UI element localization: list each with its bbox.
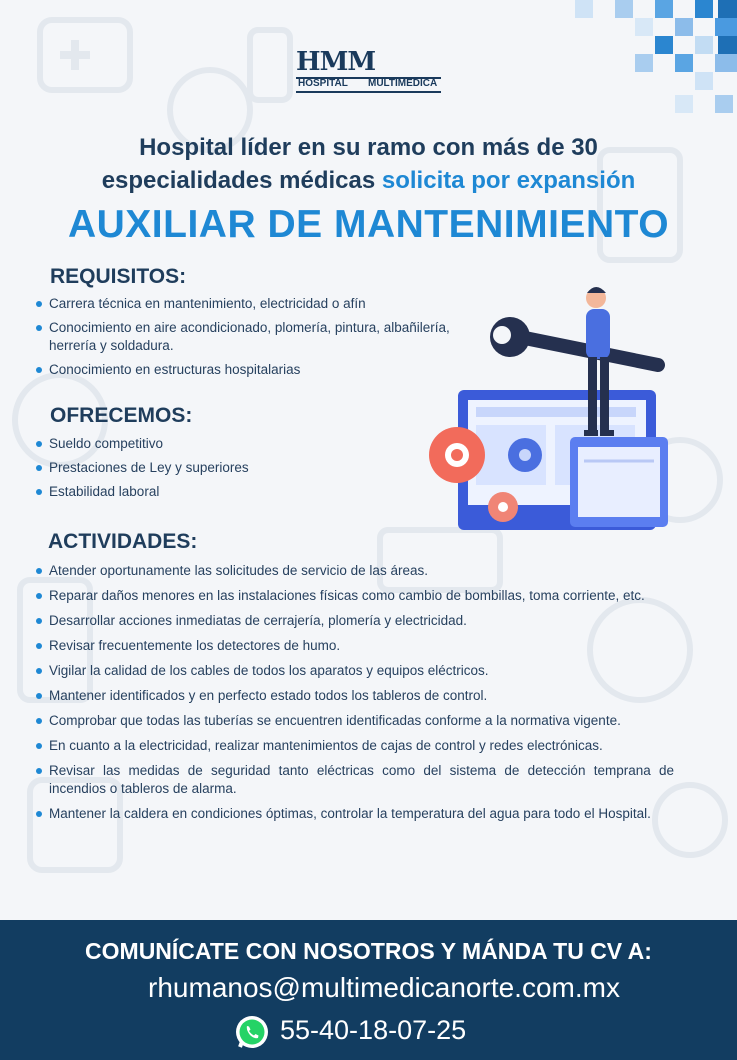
ofrecemos-item: Sueldo competitivo bbox=[36, 435, 396, 453]
gear-icon bbox=[508, 438, 542, 472]
actividad-item: Mantener la caldera en condiciones óptimas, controlar la temperatura del agua para todo el Hospital. bbox=[36, 805, 674, 823]
logo-word-multimedica: MULTIMÉDICA bbox=[368, 78, 438, 89]
requisito-item: Conocimiento en estructuras hospitalarias bbox=[36, 361, 476, 379]
contact-phone-link[interactable]: 55-40-18-07-25 bbox=[280, 1015, 467, 1045]
headline bbox=[0, 131, 737, 197]
contact-footer bbox=[0, 920, 737, 1060]
headline-line2 bbox=[0, 164, 737, 197]
ofrecemos-item: Estabilidad laboral bbox=[36, 483, 396, 501]
gear-icon bbox=[429, 427, 485, 483]
actividades-title: ACTIVIDADES: bbox=[48, 530, 198, 553]
requisitos-title: REQUISITOS: bbox=[50, 265, 187, 288]
pixel-squares-decoration bbox=[575, 0, 737, 113]
actividad-item: Desarrollar acciones inmediatas de cerrajería, plomería y electricidad. bbox=[36, 612, 674, 630]
actividad-item: Atender oportunamente las solicitudes de servicio de las áreas. bbox=[36, 562, 674, 580]
actividad-item: Comprobar que todas las tuberías se encuentren identificadas conforme a la normativa vigente. bbox=[36, 712, 674, 730]
requisito-item: Conocimiento en aire acondicionado, plomería, pintura, albañilería, herrería y soldadura. bbox=[36, 319, 476, 355]
actividades-list bbox=[36, 562, 674, 830]
ofrecemos-title: OFRECEMOS: bbox=[50, 404, 193, 427]
ofrecemos-item: Prestaciones de Ley y superiores bbox=[36, 459, 396, 477]
actividad-item: En cuanto a la electricidad, realizar mantenimientos de cajas de control y redes electrónicas. bbox=[36, 737, 674, 755]
headline-line2-part1: especialidades médicas bbox=[101, 167, 376, 194]
logo-mark: HMM bbox=[296, 47, 376, 77]
gear-icon bbox=[488, 492, 518, 522]
headline-line2-accent: solicita por expansión bbox=[381, 167, 636, 194]
logo-word-hospital: HOSPITAL bbox=[298, 78, 348, 89]
actividad-item: Reparar daños menores en las instalaciones físicas como cambio de bombillas, toma corriente, etc. bbox=[36, 587, 674, 605]
maintenance-worker-illustration bbox=[410, 285, 680, 535]
requisito-item: Carrera técnica en mantenimiento, electricidad o afín bbox=[36, 295, 476, 313]
actividad-item: Vigilar la calidad de los cables de todos los aparatos y equipos eléctricos. bbox=[36, 662, 674, 680]
actividad-item: Revisar frecuentemente los detectores de humo. bbox=[36, 637, 674, 655]
hospital-logo bbox=[296, 47, 441, 99]
actividad-item: Revisar las medidas de seguridad tanto eléctricas como del sistema de detección temprana de incendios o tableros de alarma. bbox=[36, 762, 674, 798]
whatsapp-icon bbox=[234, 1014, 270, 1050]
footer-title: COMUNÍCATE CON NOSOTROS Y MÁNDA TU CV A: bbox=[85, 938, 652, 964]
job-title: AUXILIAR DE MANTENIMIENTO bbox=[67, 203, 670, 246]
headline-line1: Hospital líder en su ramo con más de 30 bbox=[139, 134, 598, 161]
contact-email-link[interactable]: rhumanos@multimedicanorte.com.mx bbox=[148, 972, 620, 1003]
ofrecemos-list bbox=[36, 435, 396, 507]
actividad-item: Mantener identificados y en perfecto estado todos los tableros de control. bbox=[36, 687, 674, 705]
